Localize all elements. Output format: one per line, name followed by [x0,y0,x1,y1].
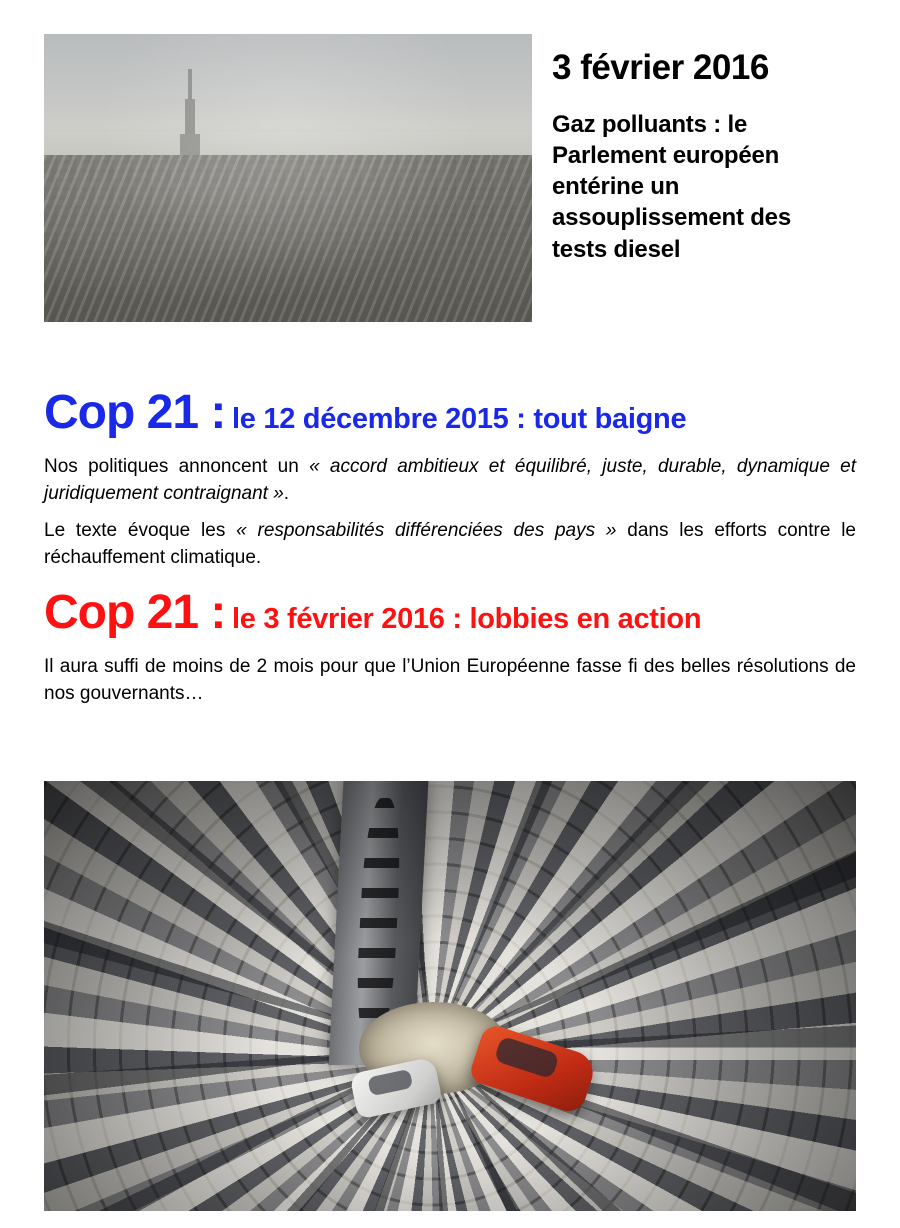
volkswagen-car-tower-photo [44,781,856,1211]
section-heading-sub: le 3 février 2016 : lobbies en action [232,603,702,635]
quoted-text: « accord ambitieux et équilibré, juste, durable, dynamique et juridiquement contraignant » [44,456,857,505]
section-heading-main: Cop 21 : [44,586,226,639]
paragraph [44,654,856,708]
photo-vignette-layer [44,781,856,1211]
top-block [44,34,856,322]
headline-column [552,34,856,265]
article-title: Gaz polluants : le Parlement européen entérine un assouplissement des tests diesel [552,110,791,263]
section-heading-main: Cop 21 : [44,386,226,439]
paris-smog-aerial-photo [44,34,532,322]
text-run: . [283,483,290,505]
section-heading-red [44,588,856,638]
article-date: 3 février 2016 [552,48,769,87]
paragraph [44,454,856,508]
section-heading-sub: le 12 décembre 2015 : tout baigne [232,403,687,435]
section-cop21-fevrier [44,588,856,708]
text-run: Le texte évoque les [44,520,237,542]
text-run: dans les efforts contre le réchauffement climatique. [44,520,856,569]
quoted-text: « responsabilités différenciées des pays » [236,520,617,542]
text-run: Il aura suffi de moins de 2 mois pour que l’Union Européenne fasse fi des belles résolutions de nos gouvernants… [44,656,856,705]
photo-city-layer [44,155,532,322]
section-cop21-decembre [44,388,856,572]
text-run: Nos politiques annoncent un [44,456,310,478]
section-heading-blue [44,388,856,438]
paragraph [44,518,856,572]
